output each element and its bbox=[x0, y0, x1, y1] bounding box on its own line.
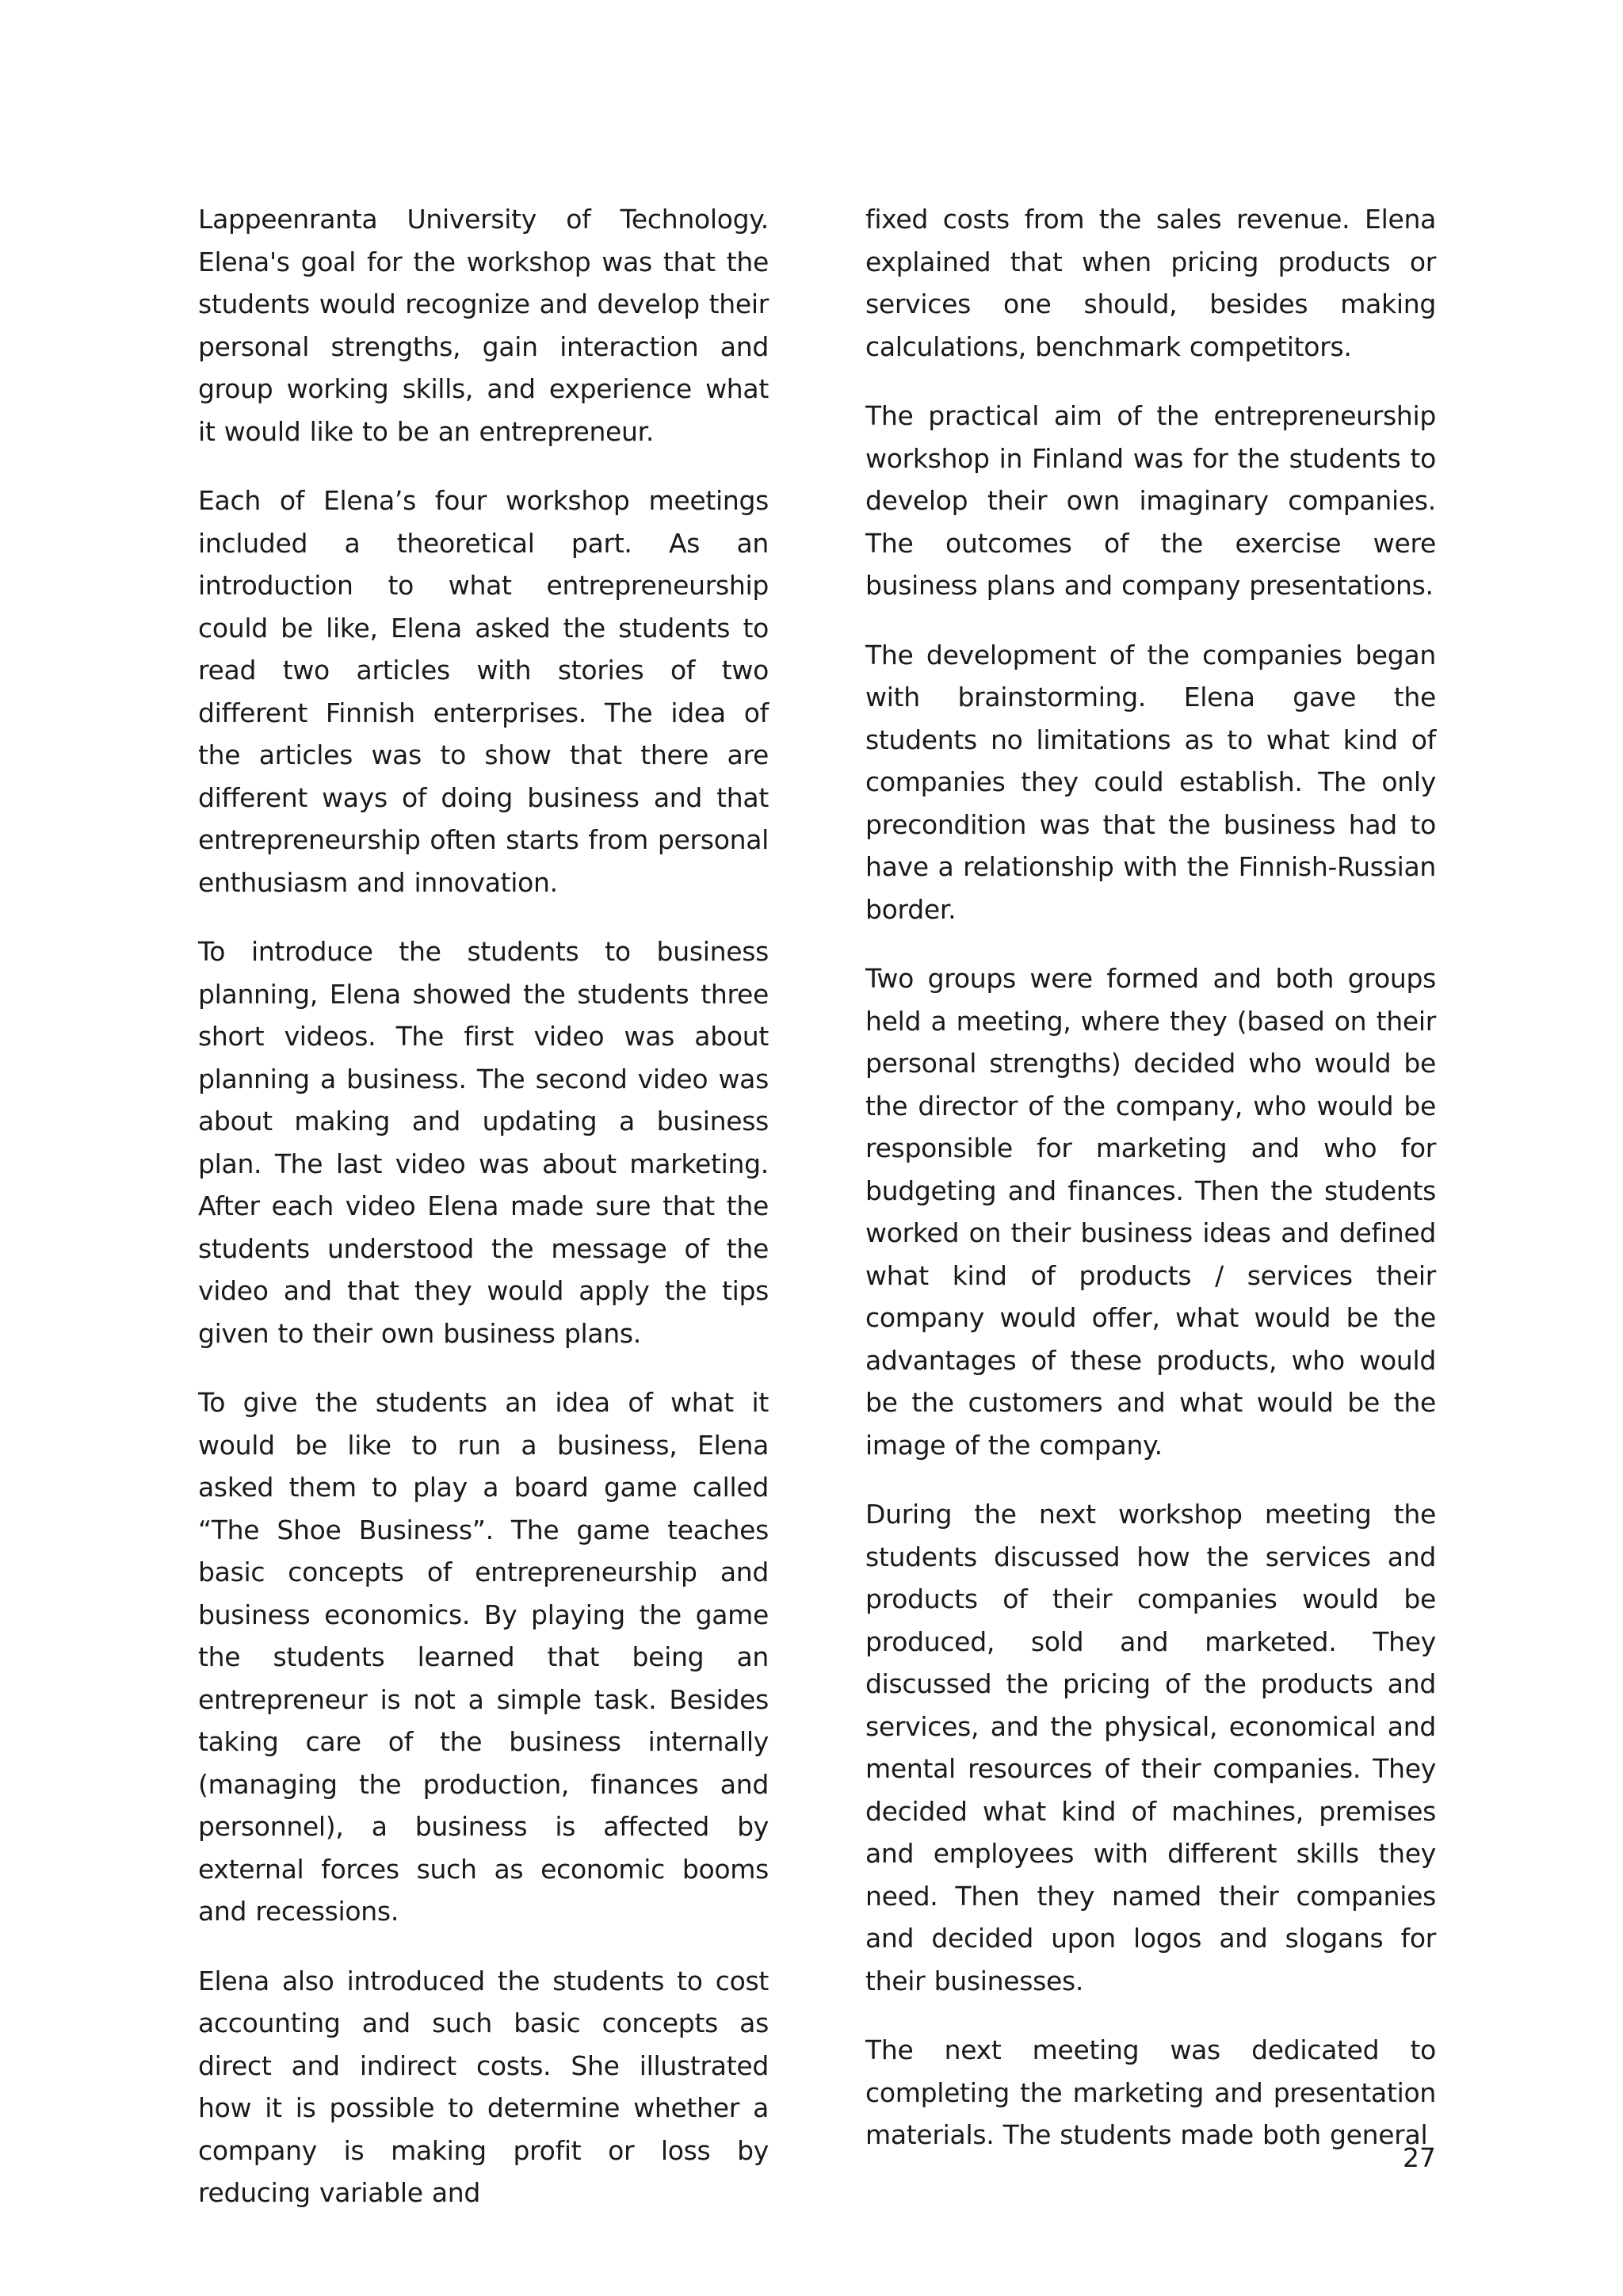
paragraph: Lappeenranta University of Technology. Elena's goal for the workshop was that the students would recognize and develop their personal strengths, gain interaction and group working skills, and experience what it would like to be an entrepreneur. bbox=[198, 204, 769, 447]
page-number: 27 bbox=[1403, 2142, 1436, 2173]
paragraph: Each of Elena’s four workshop meetings included a theoretical part. As an introduction to what entrepreneurship could be like, Elena asked the students to read two articles with stories of two different Finnish enterprises. The idea of the articles was to show that there are different ways of doing business and that entrepreneurship often starts from personal enthusiasm and innovation. bbox=[198, 485, 769, 898]
paragraph: To give the students an idea of what it would be like to run a business, Elena asked them to play a board game called “The Shoe Business”. The game teaches basic concepts of entrepreneurship and business economics. By playing the game the students learned that being an entrepreneur is not a simple task. Besides taking care of the business internally (managing the production, finances and personnel), a business is affected by external forces such as economic booms and recessions. bbox=[198, 1387, 769, 1927]
paragraph: The practical aim of the entrepreneurship workshop in Finland was for the students to develop their own imaginary companies. The outcomes of the exercise were business plans and company presentations. bbox=[865, 400, 1436, 601]
paragraph: The development of the companies began with brainstorming. Elena gave the students no limitations as to what kind of companies they could establish. The only precondition was that the business had to have a relationship with the Finnish-Russian border. bbox=[865, 639, 1436, 925]
paragraph: Two groups were formed and both groups held a meeting, where they (based on their personal strengths) decided who would be the director of the company, who would be responsible for marketing and who for budgeting and finances. Then the students worked on their business ideas and defined what kind of products / services their company would offer, what would be the advantages of these products, who would be the customers and what would be the image of the company. bbox=[865, 963, 1436, 1461]
paragraph: The next meeting was dedicated to completing the marketing and presentation materials. The students made both general bbox=[865, 2034, 1436, 2150]
right-column bbox=[865, 198, 1436, 2183]
paragraph: During the next workshop meeting the students discussed how the services and products of their companies would be produced, sold and marketed. They discussed the pricing of the products and services, and the physical, economical and mental resources of their companies. They decided what kind of machines, premises and employees with different skills they need. Then they named their companies and decided upon logos and slogans for their businesses. bbox=[865, 1499, 1436, 1996]
left-column bbox=[198, 198, 769, 2241]
paragraph: fixed costs from the sales revenue. Elena explained that when pricing products or services one should, besides making calculations, benchmark competitors. bbox=[865, 204, 1436, 362]
paragraph: Elena also introduced the students to cost accounting and such basic concepts as direct and indirect costs. She illustrated how it is possible to determine whether a company is making profit or loss by reducing variable and bbox=[198, 1965, 769, 2208]
paragraph: To introduce the students to business planning, Elena showed the students three short videos. The first video was about planning a business. The second video was about making and updating a business plan. The last video was about marketing. After each video Elena made sure that the students understood the message of the video and that they would apply the tips given to their own business plans. bbox=[198, 936, 769, 1349]
